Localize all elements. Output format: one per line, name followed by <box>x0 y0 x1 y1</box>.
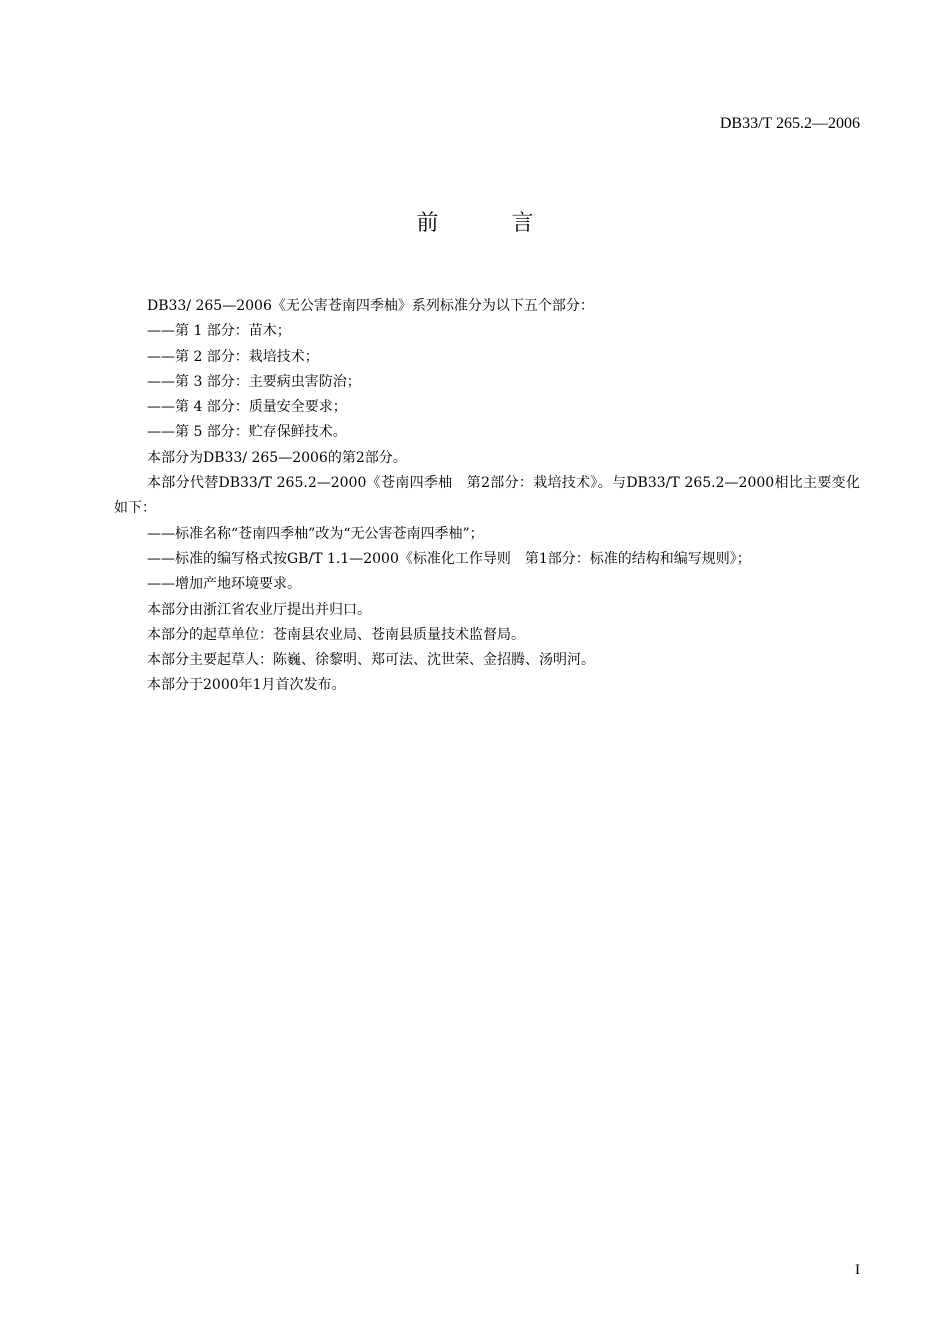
list-item-change-2: ——标准的编写格式按GB/T 1.1—2000《标准化工作导则 第1部分：标准的结构和编写规则》； <box>147 550 751 567</box>
list-item-part-4: ——第 4 部分：质量安全要求； <box>147 399 347 416</box>
page-title: 前 言 <box>416 211 567 236</box>
paragraph-series-intro: DB33/ 265—2006《无公害苍南四季柚》系列标准分为以下五个部分： <box>147 298 594 314</box>
paragraph-drafters: 本部分主要起草人：陈巍、徐黎明、郑可法、沈世荣、金招腾、汤明河。 <box>147 652 595 669</box>
paragraph-replaces: 本部分代替DB33/T 265.2—2000《苍南四季柚 第2部分：栽培技术》。与DB33/T 265.2—2000相比主要变化如下： <box>114 475 860 517</box>
foreword-body <box>114 294 860 699</box>
paragraph-first-release: 本部分于2000年1月首次发布。 <box>147 677 346 694</box>
list-item-part-1: ——第 1 部分：苗木； <box>147 323 291 340</box>
paragraph-proposer: 本部分由浙江省农业厅提出并归口。 <box>147 601 371 618</box>
page-number: I <box>855 1262 860 1278</box>
list-item-change-1: ——标准名称“苍南四季柚”改为“无公害苍南四季柚”； <box>147 525 484 542</box>
paragraph-this-part: 本部分为DB33/ 265—2006的第2部分。 <box>147 449 407 466</box>
list-item-part-5: ——第 5 部分：贮存保鲜技术。 <box>147 424 347 441</box>
paragraph-drafting-units: 本部分的起草单位：苍南县农业局、苍南县质量技术监督局。 <box>147 626 525 643</box>
list-item-change-3: ——增加产地环境要求。 <box>147 576 301 593</box>
document-code: DB33/T 265.2—2006 <box>719 115 860 132</box>
list-item-part-3: ——第 3 部分：主要病虫害防治； <box>147 373 361 390</box>
list-item-part-2: ——第 2 部分：栽培技术； <box>147 348 319 365</box>
